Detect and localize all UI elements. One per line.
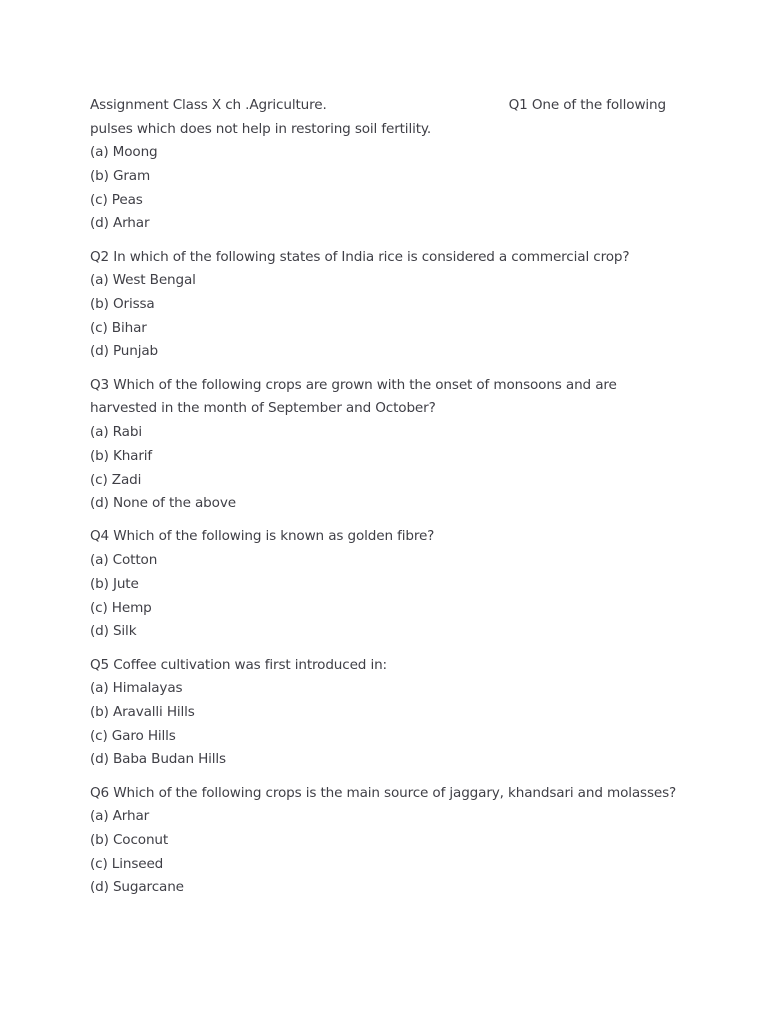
question-5-option-b: (b) Aravalli Hills [90, 703, 195, 720]
question-2-option-c: (c) Bihar [90, 319, 147, 336]
question-5-option-d: (d) Baba Budan Hills [90, 751, 226, 768]
question-6 [90, 782, 680, 900]
question-4 [90, 525, 680, 643]
question-4-option-d: (d) Silk [90, 623, 137, 640]
question-3-text-line-1: Q3 Which of the following crops are grown with the onset of monsoons and are [90, 376, 617, 393]
question-6-option-d: (d) Sugarcane [90, 879, 184, 896]
question-6-option-b: (b) Coconut [90, 831, 169, 848]
question-1-text: pulses which does not help in restoring soil fertility. [90, 120, 431, 137]
document-header [90, 94, 666, 118]
question-4-option-c: (c) Hemp [90, 599, 152, 616]
question-2-text: Q2 In which of the following states of India rice is considered a commercial crop? [90, 248, 630, 265]
question-1-start: Q1 One of the following [508, 97, 666, 113]
question-1-option-d: (d) Arhar [90, 215, 150, 232]
question-1-option-c: (c) Peas [90, 191, 143, 208]
question-2-option-a: (a) West Bengal [90, 272, 196, 289]
question-5-option-c: (c) Garo Hills [90, 727, 176, 744]
question-5 [90, 654, 680, 772]
question-3-option-d: (d) None of the above [90, 495, 236, 512]
question-2 [90, 246, 680, 364]
assignment-title: Assignment Class X ch .Agriculture. [90, 97, 327, 113]
question-2-option-d: (d) Punjab [90, 343, 158, 360]
question-6-text: Q6 Which of the following crops is the main source of jaggary, khandsari and molasses? [90, 784, 677, 801]
question-3 [90, 374, 680, 516]
question-1-option-b: (b) Gram [90, 168, 151, 185]
document-page [90, 94, 680, 900]
question-3-option-b: (b) Kharif [90, 447, 153, 464]
question-5-option-a: (a) Himalayas [90, 680, 183, 697]
question-1 [90, 118, 680, 236]
question-2-option-b: (b) Orissa [90, 296, 155, 313]
question-4-text: Q4 Which of the following is known as golden fibre? [90, 528, 435, 545]
question-4-option-a: (a) Cotton [90, 552, 158, 569]
question-3-option-c: (c) Zadi [90, 471, 142, 488]
question-6-option-a: (a) Arhar [90, 808, 150, 825]
question-1-option-a: (a) Moong [90, 144, 158, 161]
question-4-option-b: (b) Jute [90, 575, 139, 592]
question-3-option-a: (a) Rabi [90, 424, 142, 441]
question-5-text: Q5 Coffee cultivation was first introduced in: [90, 656, 387, 673]
question-3-text-line-2: harvested in the month of September and October? [90, 400, 436, 417]
question-6-option-c: (c) Linseed [90, 855, 164, 872]
